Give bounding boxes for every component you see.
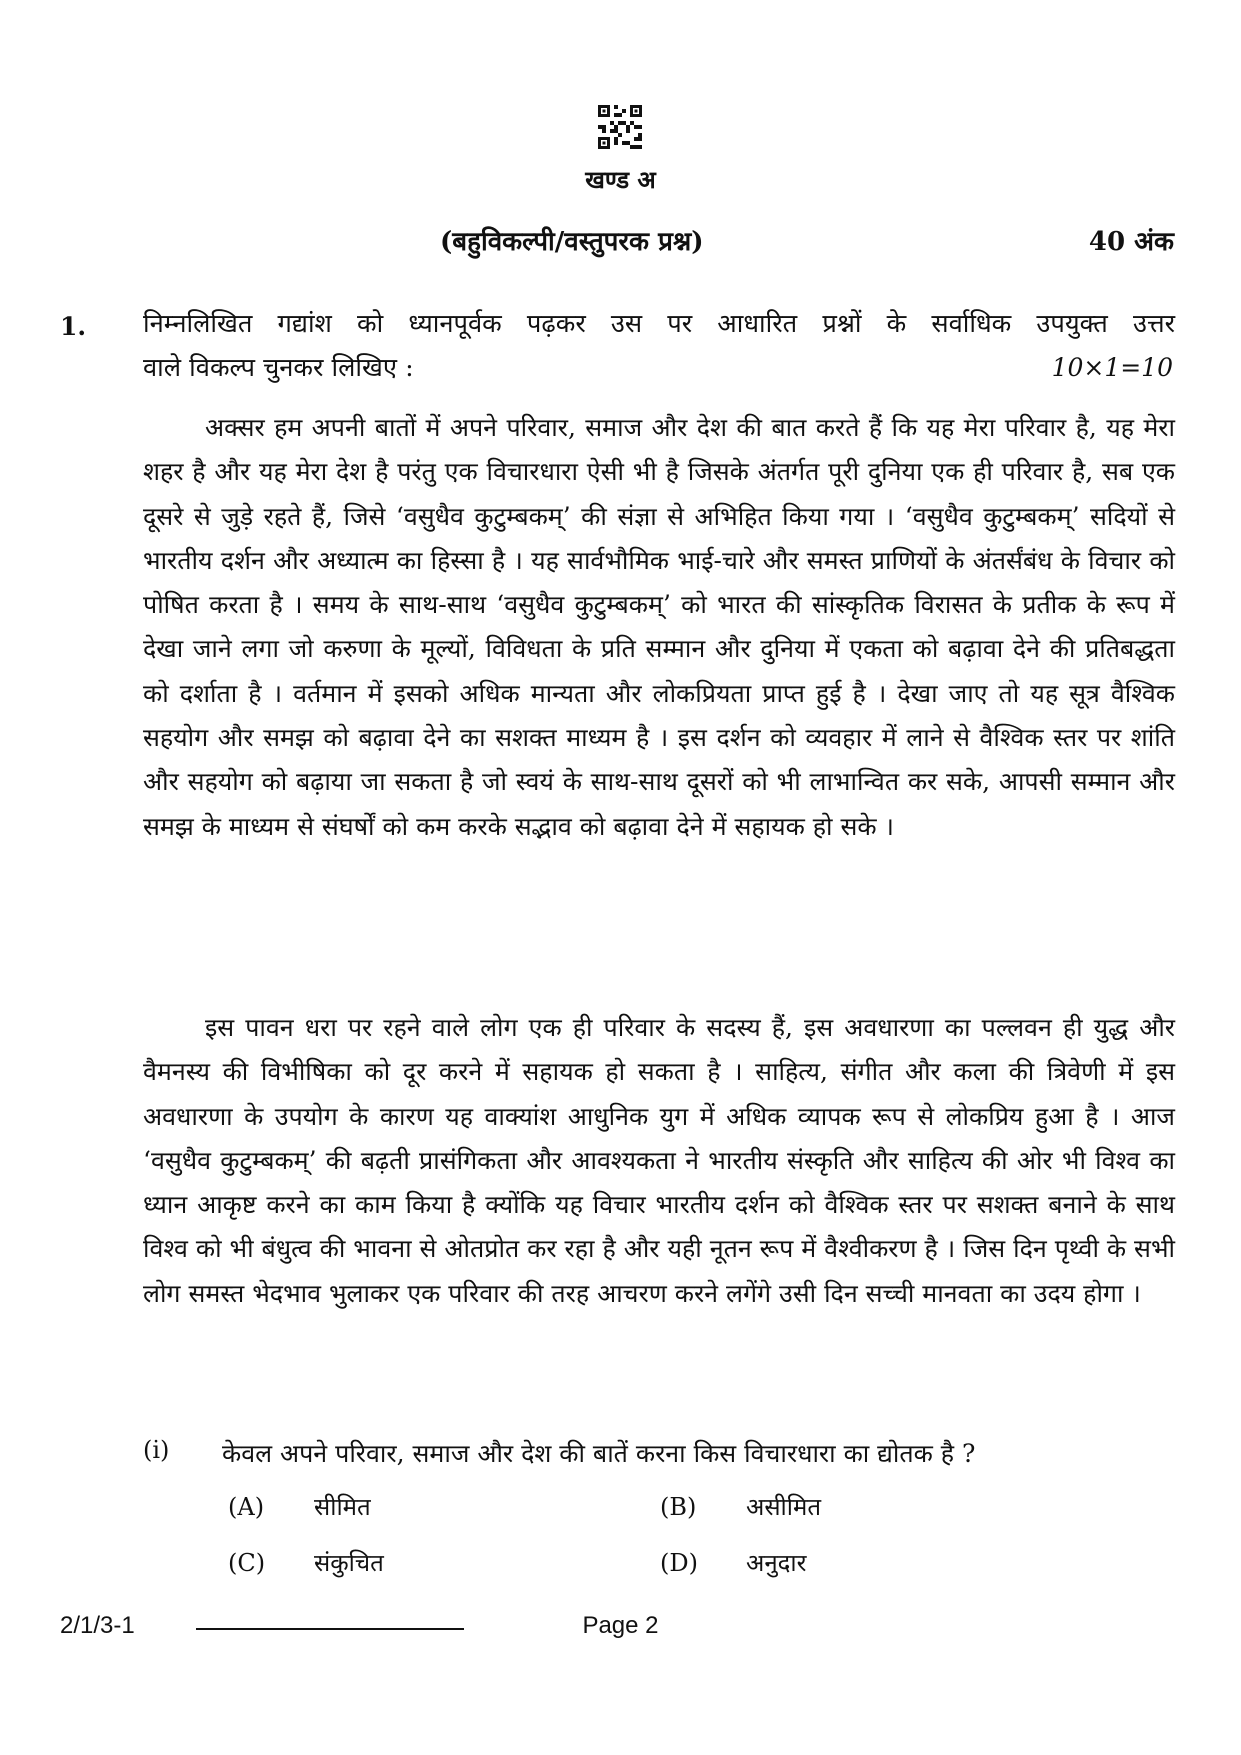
qr-code-image (598, 105, 642, 149)
option-c (228, 1546, 384, 1579)
section-subtitle: (बहुविकल्पी/वस्तुपरक प्रश्न) (440, 227, 704, 257)
option-text: सीमित (314, 1493, 371, 1521)
option-text: संकुचित (314, 1549, 384, 1577)
option-text: अनुदार (746, 1549, 807, 1577)
section-heading: खण्ड अ (585, 165, 656, 194)
option-text: असीमित (746, 1493, 822, 1521)
page-number: Page 2 (582, 1612, 659, 1639)
sub-question-label: (i) (143, 1436, 170, 1464)
section-total-marks: 40 अंक (1088, 227, 1174, 257)
option-label: (B) (660, 1493, 697, 1521)
paper-code: 2/1/3-1 (60, 1612, 135, 1639)
option-d (660, 1546, 806, 1579)
option-label: (D) (660, 1549, 698, 1577)
option-a (228, 1490, 371, 1523)
passage-paragraph-1: अक्सर हम अपनी बातों में अपने परिवार, समाज और देश की बात करते हैं कि यह मेरा परिवार है, यह मेरा शहर है और यह मेरा देश है परंतु एक विचारधारा ऐसी भी है जिसके अंतर्गत पूरी दुनिया एक ही परिवार है, सब एक दूसरे से जुड़े रहते हैं, जिसे ‘वसुधैव कुटुम्बकम्’ की संज्ञा से अभिहित किया गया । ‘वसुधैव कुटुम्बकम्’ सदियों से भारतीय दर्शन और अध्यात्म का हिस्सा है । यह सार्वभौमिक भाई-चारे और समस्त प्राणियों के अंतर्संबंध के विचार को पोषित करता है । समय के साथ-साथ ‘वसुधैव कुटुम्बकम्’ को भारत की सांस्कृतिक विरासत के प्रतीक के रूप में देखा जाने लगा जो करुणा के मूल्यों, विविधता के प्रति सम्मान और दुनिया में एकता को बढ़ावा देने की प्रतिबद्धता को दर्शाता है । वर्तमान में इसको अधिक मान्यता और लोकप्रियता प्राप्त हुई है । देखा जाए तो यह सूत्र वैश्विक सहयोग और समझ को बढ़ावा देने का सशक्त माध्यम है । इस दर्शन को व्यवहार में लाने से वैश्विक स्तर पर शांति और सहयोग को बढ़ाया जा सकता है जो स्वयं के साथ-साथ दूसरों को भी लाभान्वित कर सके, आपसी सम्मान और समझ के माध्यम से संघर्षों को कम करके सद्भाव को बढ़ावा देने में सहायक हो सके । (143, 413, 1175, 841)
option-label: (A) (228, 1493, 265, 1521)
option-b (660, 1490, 821, 1523)
option-label: (C) (228, 1549, 266, 1577)
question-instruction-line-1: निम्नलिखित गद्यांश को ध्यानपूर्वक पढ़कर उस पर आधारित प्रश्नों के सर्वाधिक उपयुक्त उत्तर (143, 309, 1175, 339)
question-number: 1. (60, 312, 87, 341)
sub-question-text: केवल अपने परिवार, समाज और देश की बातें करना किस विचारधारा का द्योतक है ? (222, 1439, 976, 1468)
question-instruction-line-2: वाले विकल्प चुनकर लिखिए : (143, 353, 414, 383)
passage-paragraph-2: इस पावन धरा पर रहने वाले लोग एक ही परिवार के सदस्य हैं, इस अवधारणा का पल्लवन ही युद्ध और वैमनस्य की विभीषिका को दूर करने में सहायक हो सकता है । साहित्य, संगीत और कला की त्रिवेणी में इस अवधारणा के उपयोग के कारण यह वाक्यांश आधुनिक युग में अधिक व्यापक रूप से लोकप्रिय हुआ है । आज ‘वसुधैव कुटुम्बकम्’ की बढ़ती प्रासंगिकता और आवश्यकता ने भारतीय संस्कृति और साहित्य की ओर भी विश्व का ध्यान आकृष्ट करने का काम किया है क्योंकि यह विचार भारतीय दर्शन को वैश्विक स्तर पर सशक्त बनाने के साथ विश्व को भी बंधुत्व की भावना से ओतप्रोत कर रहा है और यही नूतन रूप में वैश्वीकरण है । जिस दिन पृथ्वी के सभी लोग समस्त भेदभाव भुलाकर एक परिवार की तरह आचरण करने लगेंगे उसी दिन सच्ची मानवता का उदय होगा । (143, 1013, 1175, 1308)
question-marks: 10×1=10 (1051, 353, 1173, 382)
